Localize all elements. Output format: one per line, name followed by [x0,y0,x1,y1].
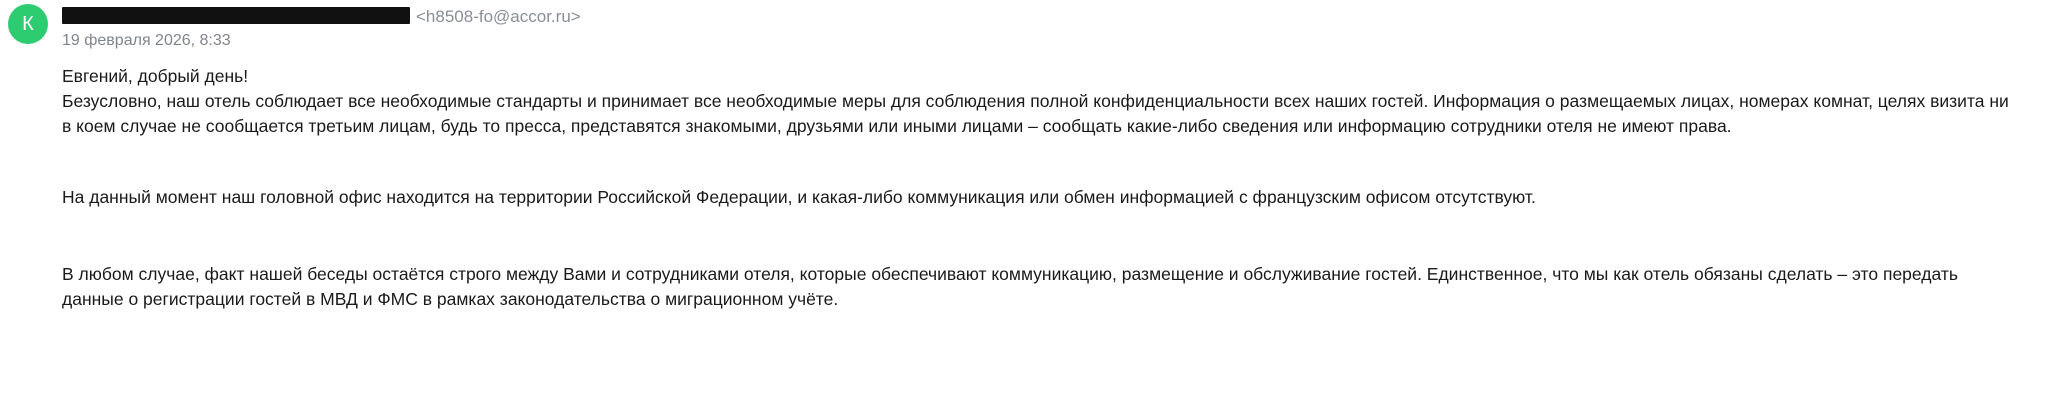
greeting-text: Евгений, добрый день! [62,66,249,86]
sender-line [62,5,581,28]
paragraph-1: Безусловно, наш отель соблюдает все необходимые стандарты и принимает все необходимые меры для соблюдения полной конфиденциальности всех наших гостей. Информация о размещаемых лицах, номерах комнат, целях визита ни в коем случае не сообщается третьим лицам, будь то пресса, представятся знакомыми, друзьями или иными лицами – сообщать какие-либо сведения или информацию сотрудники отеля не имеют права. [62,91,2009,136]
paragraph-2: На данный момент наш головной офис находится на территории Российской Федерации, и какая-либо коммуникация или обмен информацией с французским офисом отсутствуют. [62,187,1536,207]
sender-name-redacted [62,7,410,24]
avatar: К [8,4,48,44]
paragraph-spacer-1 [62,139,2022,185]
sender-email: <h8508-fo@accor.ru> [416,6,581,26]
message-body [0,64,2048,312]
paragraph-spacer-2 [62,210,2022,262]
paragraph-3: В любом случае, факт нашей беседы остаётся строго между Вами и сотрудниками отеля, которые обеспечивают коммуникацию, размещение и обслуживание гостей. Единственное, что мы как отель обязаны сделать – это передать данные о регистрации гостей в МВД и ФМС в рамках законодательства о миграционном учёте. [62,264,1958,309]
message-header [0,0,2048,64]
message-timestamp: 19 февраля 2026, 8:33 [62,32,231,49]
